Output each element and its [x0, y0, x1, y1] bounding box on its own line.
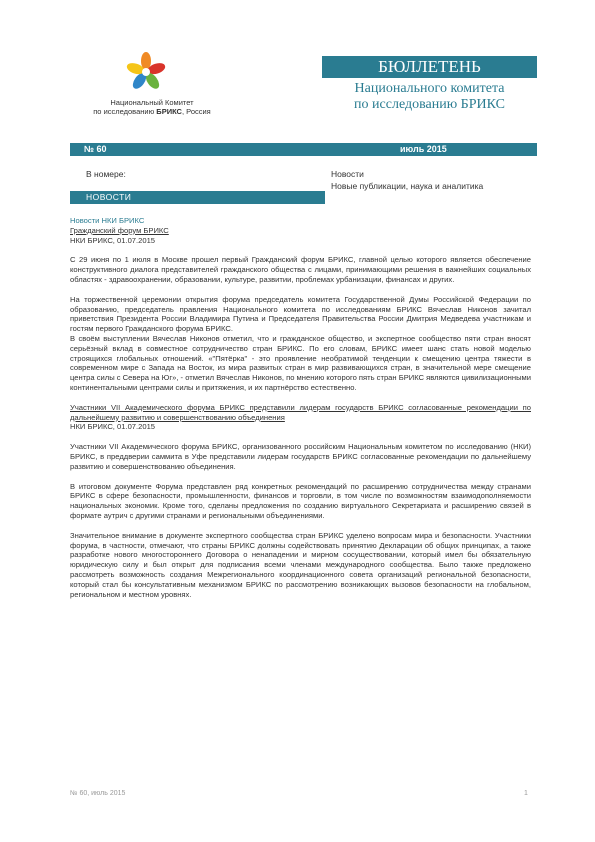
article1-title[interactable]: Гражданский форум БРИКС	[70, 225, 169, 235]
article2-paragraph: Участники VII Академического форума БРИКС, организованного российским Национальным комитетом по исследованию (НКИ) БРИКС, в преддверии саммита в Уфе представили лидерам государств БРИКС согласованные рекомендации по дальнейшему развитию и совершенствованию объединения.	[70, 442, 531, 471]
logo-caption-post: , Россия	[181, 107, 211, 116]
logo-caption-bold: БРИКС	[156, 107, 182, 116]
issue-date: июль 2015	[400, 144, 447, 154]
article2-title[interactable]: Участники VII Академического форума БРИКС представили лидерам государств БРИКС согласованные рекомендации по дальнейшему развитию и совершенствованию объединения	[70, 402, 531, 422]
toc-item-publications[interactable]: Новые публикации, наука и аналитика	[331, 181, 484, 191]
issue-bar	[70, 143, 537, 156]
article1-paragraph: С 29 июня по 1 июля в Москве прошел первый Гражданский форум БРИКС, главной целью которого является обеспечение конструктивного диалога представителей гражданского общества с лицами, принимающими решения в важнейших социальных областях - здравоохранении, образовании, культуре, развитии, проблемах урбанизации, финансах и других.	[70, 255, 531, 284]
in-issue-label: В номере:	[86, 169, 126, 179]
content	[70, 216, 531, 599]
article1-category[interactable]: Новости НКИ БРИКС	[70, 216, 145, 225]
logo-caption-pre: по исследованию	[93, 107, 157, 116]
footer-issue: № 60, июль 2015	[70, 790, 126, 797]
logo-caption-line2	[72, 107, 232, 116]
section-bar-news	[70, 191, 325, 204]
brics-logo	[124, 50, 168, 94]
page-number: 1	[524, 790, 528, 797]
article2-source: НКИ БРИКС, 01.07.2015	[70, 422, 156, 432]
subtitle-line1: Национального комитета	[354, 81, 505, 96]
table-of-contents	[331, 168, 483, 192]
logo-caption	[72, 98, 232, 116]
bulletin-title: БЮЛЛЕТЕНЬ	[322, 56, 537, 78]
article2-paragraph: Значительное внимание в документе экспертного сообщества стран БРИКС уделено вопросам мира и безопасности. Участники форума, в частности, отмечают, что страны БРИКС должны содействовать принятию Декларации об общих принципах, а также разработке нового многостороннего Договора о ненападении и мирном сосуществовании, который имел бы обязательную юридическую силу и был открыт для подписания всеми членами международного сообщества. Было также предложено рассмотреть возможность создания Межрегионального координационного совета организаций региональной безопасности, который стал бы консультативным механизмом БРИКС по рассмотрению возникающих вызовов безопасности на глобальном, региональном и местном уровнях.	[70, 530, 531, 599]
bulletin-subtitle	[322, 81, 537, 113]
logo-caption-line1: Национальный Комитет	[110, 98, 194, 107]
issue-number: № 60	[84, 144, 107, 154]
article1-paragraph: На торжественной церемонии открытия форума председатель комитета Государственной Думы Российской Федерации по образованию, председатель правления Национального комитета по исследованиям БРИКС Вячеслав Никонов зачитал приветствия Президента России Владимира Путина и Председателя Правительства России Дмитрия Медведева участникам и гостям первого Гражданского форума БРИКС.	[70, 294, 531, 334]
section-bar-label: НОВОСТИ	[86, 192, 132, 202]
toc-item-news[interactable]: Новости	[331, 169, 364, 179]
article1-paragraph: В своём выступлении Вячеслав Никонов отметил, что и гражданское общество, и экспертное сообщество пяти стран вносят серьёзный вклад в совместное сотрудничество стран БРИКС. По его словам, БРИКС имеет шанс стать новой моделью строящихся глобальных отношений. «"Пятёрка" - это проявление необратимой тенденции к смещению центра тяжести в современном мире с Запада на Восток, из мира развитых стран в мир развивающихся стран, в значительной мере смещение центра силы с Севера на Юг», - отметил Вячеслав Никонов, по мнению которого пять стран БРИКС являются цивилизационными континентальными центрами силы и притяжения, и их партнёрство естественно.	[70, 333, 531, 392]
article1-source: НКИ БРИКС, 01.07.2015	[70, 235, 156, 245]
article2-paragraph: В итоговом документе Форума представлен ряд конкретных рекомендаций по расширению сотрудничества между странами БРИКС в сфере безопасности, промышленности, финансов и торговли, в том числе по возможностям взаимодополняемости национальных экономик. Кроме того, сделаны предложения по созданию виртуального Секретариата и расширению связей в формате аутрич с другими странами и региональными объединениями.	[70, 481, 531, 520]
subtitle-line2: по исследованию БРИКС	[354, 97, 505, 112]
